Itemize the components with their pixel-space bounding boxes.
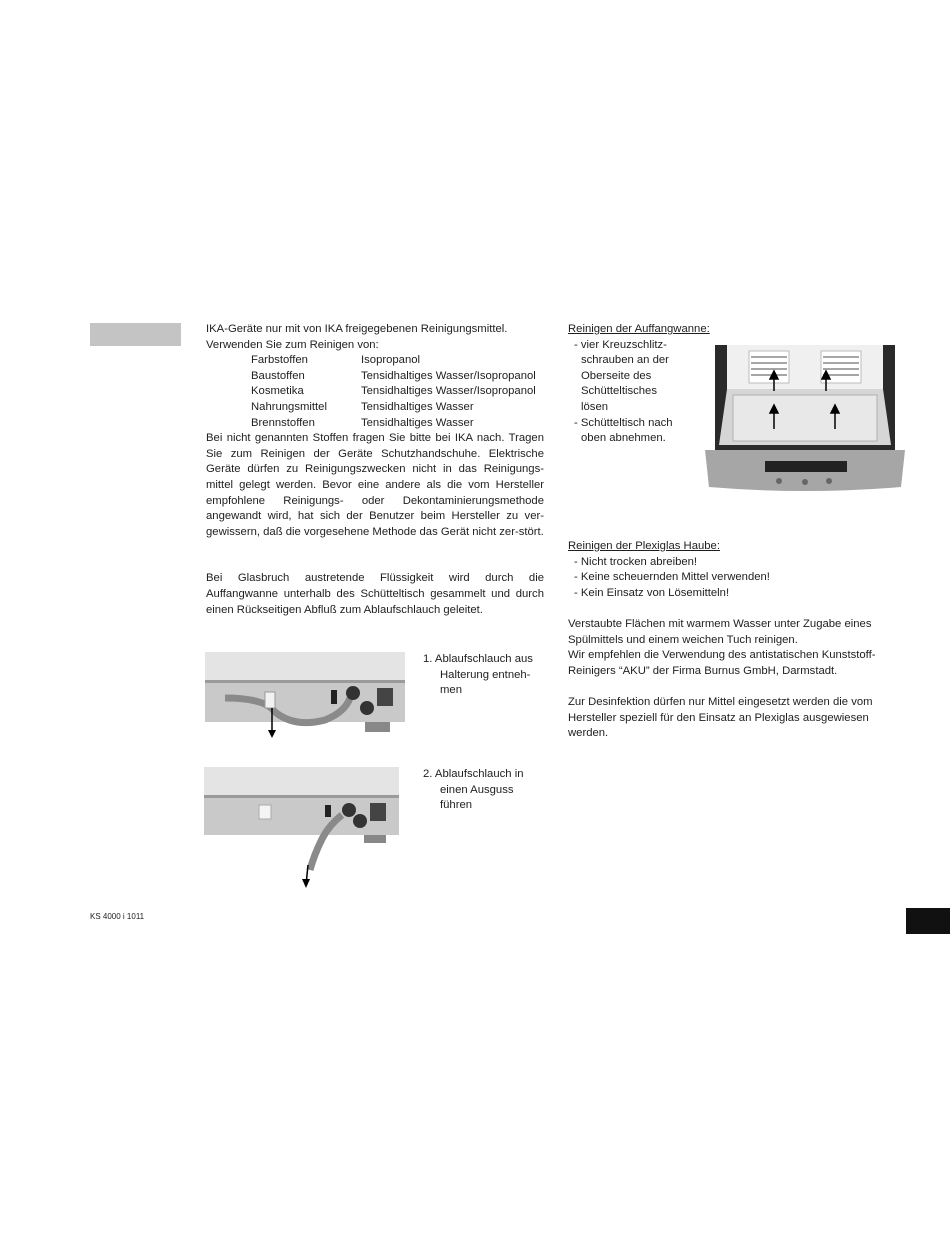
tray-item: schrauben an der [581, 354, 669, 367]
plexiglass-section [568, 539, 903, 742]
tray-item: oben abnehmen. [581, 432, 666, 445]
table-row [251, 416, 536, 432]
agent: Tensidhaltiges Wasser [361, 400, 474, 413]
glass-break-paragraph: Bei Glasbruch austretende Flüssigkeit wird durch die Auffangwanne unterhalb des Schütteltisch gesammelt und durch einen Rückseitigen Abfluß zum Ablaufschlauch geleitet. [206, 572, 544, 616]
disinfection-paragraph: Zur Desinfektion dürfen nur Mittel eingesetzt werden die vom Hersteller speziell für den Einsatz an Plexiglas ausgewiesen werden. [568, 695, 873, 740]
intro-line-2: Verwenden Sie zum Reinigen von: [206, 338, 379, 351]
step-2-line: einen Ausguss [440, 783, 514, 796]
step-2-line: führen [440, 799, 473, 812]
tray-item: - vier Kreuzschlitz- [574, 338, 667, 351]
plexiglass-item: - Nicht trocken abreiben! [574, 555, 698, 568]
substance: Kosmetika [251, 385, 304, 398]
substance: Baustoffen [251, 369, 305, 382]
dust-paragraph: Verstaubte Flächen mit warmem Wasser unter Zugabe eines Spülmittels und einem weichen Tuch reinigen. [568, 617, 872, 646]
table-row [251, 400, 536, 416]
tray-item: Oberseite des [581, 369, 652, 382]
tray-item: - Schütteltisch nach [574, 416, 673, 429]
rear-panel-photo-1 [205, 650, 410, 740]
step-1 [423, 652, 533, 699]
agent: Isopropanol [361, 354, 421, 367]
step-1-line: Halterung entneh- [440, 668, 531, 681]
step-1-line: 1. Ablaufschlauch aus [423, 653, 533, 665]
substance: Farbstoffen [251, 354, 308, 367]
substance: Nahrungsmittel [251, 400, 327, 413]
table-row [251, 353, 536, 369]
page-marker [906, 908, 950, 934]
rear-panel-photo-2 [204, 765, 410, 890]
table-row [251, 384, 536, 400]
tray-section [568, 322, 708, 447]
plexiglass-item: - Keine scheuernden Mittel verwenden! [574, 571, 770, 584]
tray-item: Schütteltisches [581, 385, 657, 398]
step-1-line: men [440, 684, 462, 697]
step-2 [423, 767, 524, 814]
agent: Tensidhaltiges Wasser/Isopropanol [361, 385, 536, 398]
agent: Tensidhaltiges Wasser/Isopropanol [361, 369, 536, 382]
intro-line-1: IKA-Geräte nur mit von IKA freigegebenen Reinigungsmittel. [206, 323, 508, 335]
footer-code: KS 4000 i 1011 [90, 912, 145, 921]
recommend-paragraph: Wir empfehlen die Verwendung des antistatischen Kunststoff-Reinigers “AKU” der Firma Burnus GmbH, Darmstadt. [568, 649, 876, 677]
left-column [206, 322, 544, 618]
plexiglass-heading: Reinigen der Plexiglas Haube: [568, 540, 720, 552]
shaker-tray-photo [705, 345, 905, 493]
cleaning-paragraph: Bei nicht genannten Stoffen fragen Sie bitte bei IKA nach. Tragen Sie zum Reinigen der Geräte Schutzhandschuhe. Elektrische Geräte dürfen zu Reinigungszwecken nicht in das Reinigungs-mittel gelegt werden. Bevor eine andere als die vom Hersteller empfohlene Reinigungs- oder Dekontaminierungsmethode angewandt wird, hat sich der Benutzer beim Hersteller zu ver-gewissern, daß die vorgesehene Methode das Gerät nicht zer-stört. [206, 432, 544, 538]
agent: Tensidhaltiges Wasser [361, 416, 474, 429]
step-2-line: 2. Ablaufschlauch in [423, 768, 524, 780]
plexiglass-item: - Kein Einsatz von Lösemitteln! [574, 586, 730, 599]
table-row [251, 369, 536, 385]
substance: Brennstoffen [251, 416, 315, 429]
substance-table [251, 353, 536, 431]
tray-item: lösen [581, 400, 609, 413]
section-tab [90, 323, 181, 346]
tray-heading: Reinigen der Auffangwanne: [568, 323, 710, 335]
